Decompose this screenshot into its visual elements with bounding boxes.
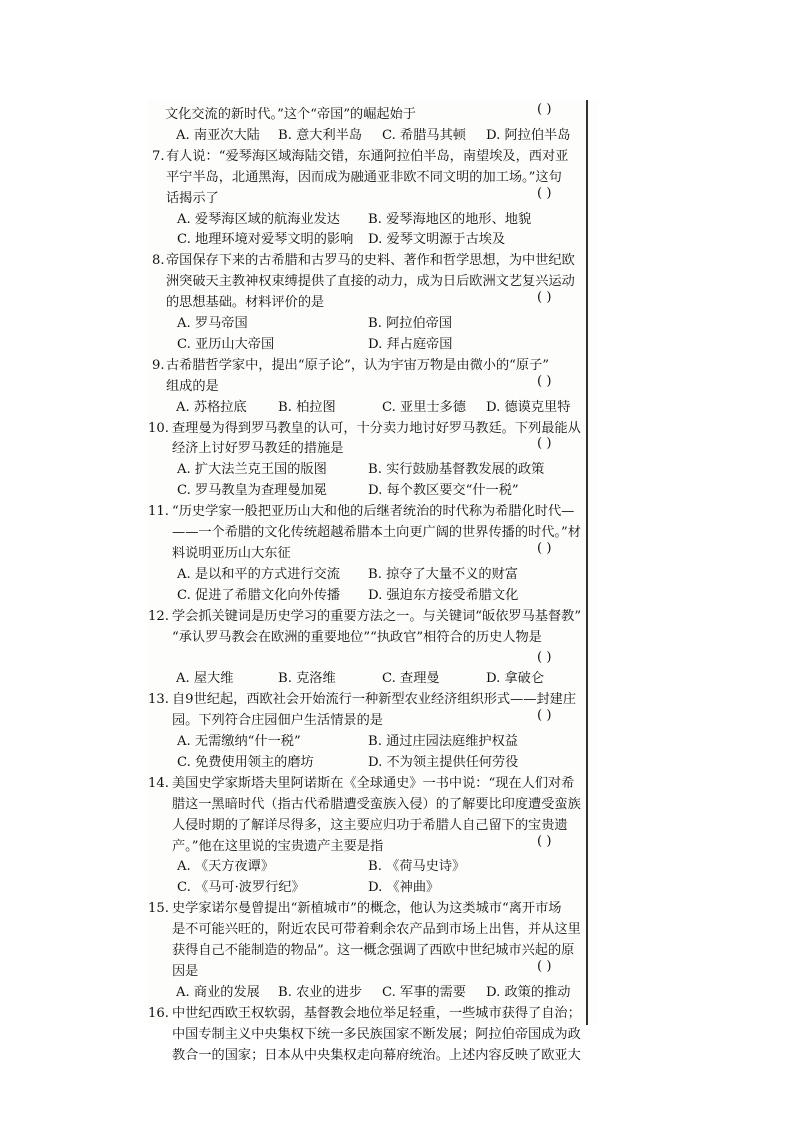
question-number: 8. [152,253,165,269]
question-text-line: 帝国保存下来的古希腊和古罗马的史料、著作和哲学思想，为中世纪欧 [166,253,575,269]
question-text-line: 组成的是 [166,378,219,394]
question-text-line: 园。下列符合庄园佃户生活情景的是 [172,713,383,729]
question-text-line: 话揭示了 [166,190,219,206]
question-number: 12. [148,608,169,624]
answer-parentheses: ( ) [537,540,552,556]
question-text-line: 史学家诺尔曼曾提出“新植城市”的概念，他认为这类城市“离开市场 [172,901,562,917]
answer-parentheses: ( ) [537,650,552,666]
option-c: C. 促进了希腊文化向外传播 [177,587,341,603]
option-d: D. 强迫东方接受希腊文化 [368,587,519,603]
option-d: D. 拿破仑 [486,671,545,687]
option-b: B. 实行鼓励基督教发展的政策 [368,462,545,478]
option-a: A. 爱琴海区域的航海业发达 [177,211,340,227]
question-number: 16. [148,1005,169,1021]
answer-parentheses: ( ) [537,833,552,849]
option-d: D. 德谟克里特 [486,399,571,415]
answer-parentheses: ( ) [537,708,552,724]
question-number: 15. [148,901,169,917]
answer-parentheses: ( ) [537,436,552,452]
option-c: C. 查理曼 [382,671,440,687]
option-b: B. 爱琴海地区的地形、地貌 [368,211,532,227]
question-text-line: 学会抓关键词是历史学习的重要方法之一。与关键词“皈依罗马基督教” [172,608,582,624]
question-number: 10. [148,420,169,436]
question-text-line: 获得自己不能制造的物品”。这一概念强调了西欧中世纪城市兴起的原 [172,943,575,958]
option-a: A. 苏格拉底 [176,399,247,415]
question-text-line: 美国史学家斯塔夫里阿诺斯在《全球通史》一书中说：“现在人们对希 [172,775,575,791]
option-c: C. 亚历山大帝国 [177,336,275,352]
option-d: D. 《神曲》 [368,880,440,896]
option-c: C. 亚里士多德 [382,399,466,415]
option-b: B. 《荷马史诗》 [368,859,466,875]
answer-parentheses: ( ) [537,102,552,117]
option-d: D. 拜占庭帝国 [368,336,453,352]
question-text-line: 腊这一黑暗时代（指古代希腊遭受蛮族入侵）的了解要比印度遭受蛮族 [172,796,581,812]
answer-parentheses: ( ) [537,958,552,974]
option-b: B. 意大利半岛 [278,127,363,143]
option-b: B. 掠夺了大量不义的财富 [368,566,518,582]
answer-parentheses: ( ) [537,290,552,306]
question-number: 14. [148,775,169,791]
option-c: C. 罗马教皇为查理曼加冕 [177,483,327,499]
question-text-line: 有人说：“爱琴海区域海陆交错，东通阿拉伯半岛，南望埃及，西对亚 [166,148,569,164]
option-a: A. 罗马帝国 [177,316,248,331]
option-b: B. 柏拉图 [278,399,336,415]
answer-parentheses: ( ) [537,373,552,389]
option-c: C. 军事的需要 [382,984,466,1000]
question-number: 7. [152,148,165,164]
option-d: D. 阿拉伯半岛 [486,127,571,143]
question-text-line: 洲突破天主教神权束缚提供了直接的动力，成为日后欧洲文艺复兴运动 [166,274,575,290]
question-text-line: 古希腊哲学家中，提出“原子论”，认为宇宙万物是由微小的“原子” [166,357,550,373]
option-a: A. 商业的发展 [176,984,260,1000]
option-b: B. 农业的进步 [278,984,363,1000]
option-a: A. 南亚次大陆 [176,127,260,143]
question-text-line: ——一个希腊的文化传统超越希腊本土向更广阔的世界传播的时代。”材 [172,525,581,540]
question-number: 11. [148,504,169,520]
question-number: 9. [152,357,165,373]
question-text-line: 文化交流的新时代。”这个“帝国”的崛起始于 [165,107,416,122]
option-d: D. 不为领主提供任何劳役 [368,754,519,770]
question-text-line: 中国专制主义中央集权下统一多民族国家不断发展；阿拉伯帝国成为政 [172,1026,581,1042]
question-text-line: 人侵时期的了解详尽得多，这主要应归功于希腊人自己留下的宝贵遗 [172,817,568,833]
question-text-line: 平宁半岛，北通黑海，因而成为融通亚非欧不同文明的加工场。”这句 [166,169,562,185]
option-c: C. 希腊马其顿 [382,127,466,143]
question-text-line: 因是 [172,963,199,979]
option-c: C. 地理环境对爱琴文明的影响 [177,232,354,248]
question-text-line: 的思想基础。材料评价的是 [166,295,325,311]
option-c: C. 免费使用领主的磨坊 [177,754,314,770]
option-d: D. 爱琴文明源于古埃及 [368,232,506,248]
question-text-line: 产。”他在这里说的宝贵遗产主要是指 [172,838,384,854]
question-text-line: 经济上讨好罗马教廷的措施是 [172,441,344,457]
option-c: C. 《马可·波罗行纪》 [177,880,305,896]
option-b: B. 克洛维 [278,671,336,687]
question-list [148,102,588,1063]
question-text-line: 查理曼为得到罗马教皇的认可，十分卖力地讨好罗马教廷。下列最能从 [172,420,581,436]
question-text-line: 是不可能兴旺的，附近农民可带着剩余农产品到市场上出售，并从这里 [172,922,581,938]
question-text-line: 自9世纪起，西欧社会开始流行一种新型农业经济组织形式——封建庄 [172,692,577,708]
option-a: A. 《天方夜谭》 [177,859,275,875]
answer-parentheses: ( ) [537,185,552,201]
question-text-line: “承认罗马教会在欧洲的重要地位”“执政官”相符合的历史人物是 [172,629,542,645]
option-d: D. 每个教区要交“什一税” [368,483,519,499]
question-number: 13. [148,692,169,708]
question-text-line: “历史学家一般把亚历山大和他的后继者统治的时代称为希腊化时代— [172,504,575,520]
option-a: A. 是以和平的方式进行交流 [177,566,340,582]
question-text-line: 教合一的国家；日本从中央集权走向幕府统治。上述内容反映了欧亚大 [172,1047,581,1063]
option-a: A. 扩大法兰克王国的版图 [177,462,327,478]
option-b: B. 阿拉伯帝国 [368,316,453,331]
question-text-line: 料说明亚历山大东征 [172,545,291,561]
option-d: D. 政策的推动 [486,984,571,1000]
option-a: A. 无需缴纳“什一税” [177,734,301,749]
question-text-line: 中世纪西欧王权软弱，基督教会地位举足轻重，一些城市获得了自治； [172,1005,581,1021]
option-b: B. 通过庄园法庭维护权益 [368,734,518,749]
option-a: A. 屋大维 [176,671,234,687]
